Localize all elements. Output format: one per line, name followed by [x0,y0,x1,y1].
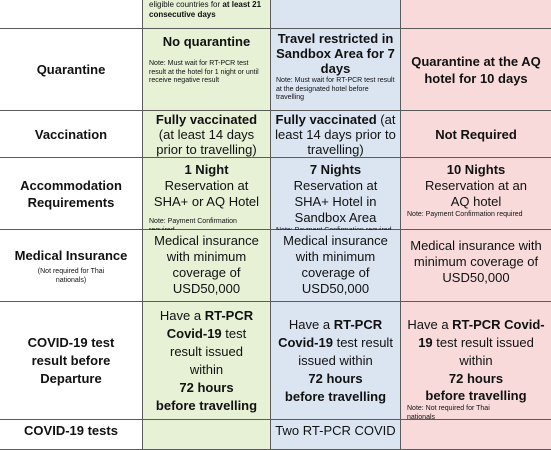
quarantine-col1-note: Note: Must wait for RT-PCR test result at the hotel for 1 night or until receive negative result [149,60,259,84]
quarantine-col1-title: No quarantine [162,34,251,49]
accommodation-col1-text: Reservation at SHA+ or AQ Hotel [153,178,260,209]
covid-test-col3-cell [401,302,551,420]
covid-test-col3-bold: RT-PCR Covid-19 [418,317,545,350]
top-col1-bold: at least 21 [222,0,262,9]
quarantine-label-cell [0,29,143,111]
insurance-label: Medical Insurance [14,247,128,263]
vaccination-label: Vaccination [34,126,108,142]
quarantine-col2-cell [271,29,401,111]
accommodation-col3-bold: 10 Nights [446,162,506,177]
bottom-label: COVID-19 tests [24,423,118,438]
quarantine-col3-title: Quarantine at the AQ hotel for 10 days [411,53,541,86]
insurance-col2-text: Medical insurance with minimum coverage of USD50,000 [283,233,388,296]
accommodation-col1-cell [143,158,271,230]
covid-test-col2-bold: RT-PCR Covid-19 [278,316,383,350]
covid-test-col1-text-a: Have a [159,307,205,323]
quarantine-col3-cell [401,29,551,111]
covid-test-col2-cell [271,302,401,420]
covid-test-col3-text-e: before travelling [425,388,527,403]
bottom-label-cell [0,420,143,450]
insurance-col1-text: Medical insurance with minimum coverage of USD50,000 [154,233,259,296]
insurance-label-cell [0,230,143,302]
covid-test-col1-bold: RT-PCR Covid-19 [166,307,254,341]
insurance-sublabel: (Not required for Thai nationals) [37,267,105,284]
vaccination-col3-text: Not Required [435,126,517,142]
vaccination-col3-cell [401,111,551,158]
vaccination-label-cell [0,111,143,158]
accommodation-col3-note: Note: Payment Confirmation required [407,211,523,218]
covid-test-col1-text-e: before travelling [155,397,258,413]
vaccination-col2-text: (at least 14 days prior to travelling) [275,111,396,157]
accommodation-col2-bold: 7 Nights [309,162,362,177]
covid-test-col3-text-c: test result issued within [432,335,534,368]
insurance-col3-cell [401,230,551,302]
accommodation-label: Accommodation Requirements [20,177,122,210]
vaccination-col1-text: (at least 14 days prior to travelling) [156,126,257,157]
covid-test-label-cell [0,302,143,420]
accommodation-col3-text: Reservation at an AQ hotel [425,178,527,209]
accommodation-col2-cell [271,158,401,230]
quarantine-col1-cell [143,29,271,111]
accommodation-col2-text: Reservation at SHA+ Hotel in Sandbox Area [293,178,378,225]
accommodation-col1-bold: 1 Night [184,162,229,177]
quarantine-label: Quarantine [36,62,106,77]
covid-test-col2-text-c: test result issued within [298,334,393,368]
covid-test-col1-text-c: test result issued within [170,325,247,377]
vaccination-col2-cell [271,111,401,158]
covid-test-col2-text-a: Have a [288,316,334,332]
covid-test-col3-hours: 72 hours [448,371,504,386]
quarantine-col2-title: Travel restricted in Sandbox Area for 7 days [276,31,395,76]
top-row-label-cell [0,0,143,29]
top-row-col2-cell [271,0,401,29]
vaccination-col1-cell [143,111,271,158]
bottom-col2-text: Two RT-PCR COVID [275,423,396,438]
accommodation-label-cell [0,158,143,230]
insurance-col2-cell [271,230,401,302]
accommodation-col1-note: Note: Payment Confirmation [149,218,237,225]
covid-test-col1-hours: 72 hours [179,379,234,395]
covid-test-col2-text-e: before travelling [284,388,387,404]
covid-test-col3-note: Note: Not required for Thai nationals [407,405,490,421]
insurance-col3-text: Medical insurance with minimum coverage of USD50,000 [410,238,542,285]
top-col1-text: eligible countries for [149,0,221,9]
top-row-col1-cell [143,0,271,29]
bottom-col3-cell [401,420,551,450]
vaccination-col1-bold: Fully vaccinated [155,111,258,127]
quarantine-col2-note: Note: Must wait for RT-PCR test result at the designated hotel before travelling [276,77,395,101]
top-col1-text-2: consecutive days [149,10,216,19]
accommodation-col3-cell [401,158,551,230]
insurance-col1-cell [143,230,271,302]
top-row-col3-cell [401,0,551,29]
vaccination-col2-bold: Fully vaccinated [275,111,377,127]
covid-test-col3-text-a: Have a [407,317,453,332]
bottom-col2-cell [271,420,401,450]
bottom-col1-cell [143,420,271,450]
covid-test-col2-hours: 72 hours [308,370,363,386]
covid-test-col1-cell [143,302,271,420]
covid-test-label: COVID-19 test result before Departure [27,334,115,386]
